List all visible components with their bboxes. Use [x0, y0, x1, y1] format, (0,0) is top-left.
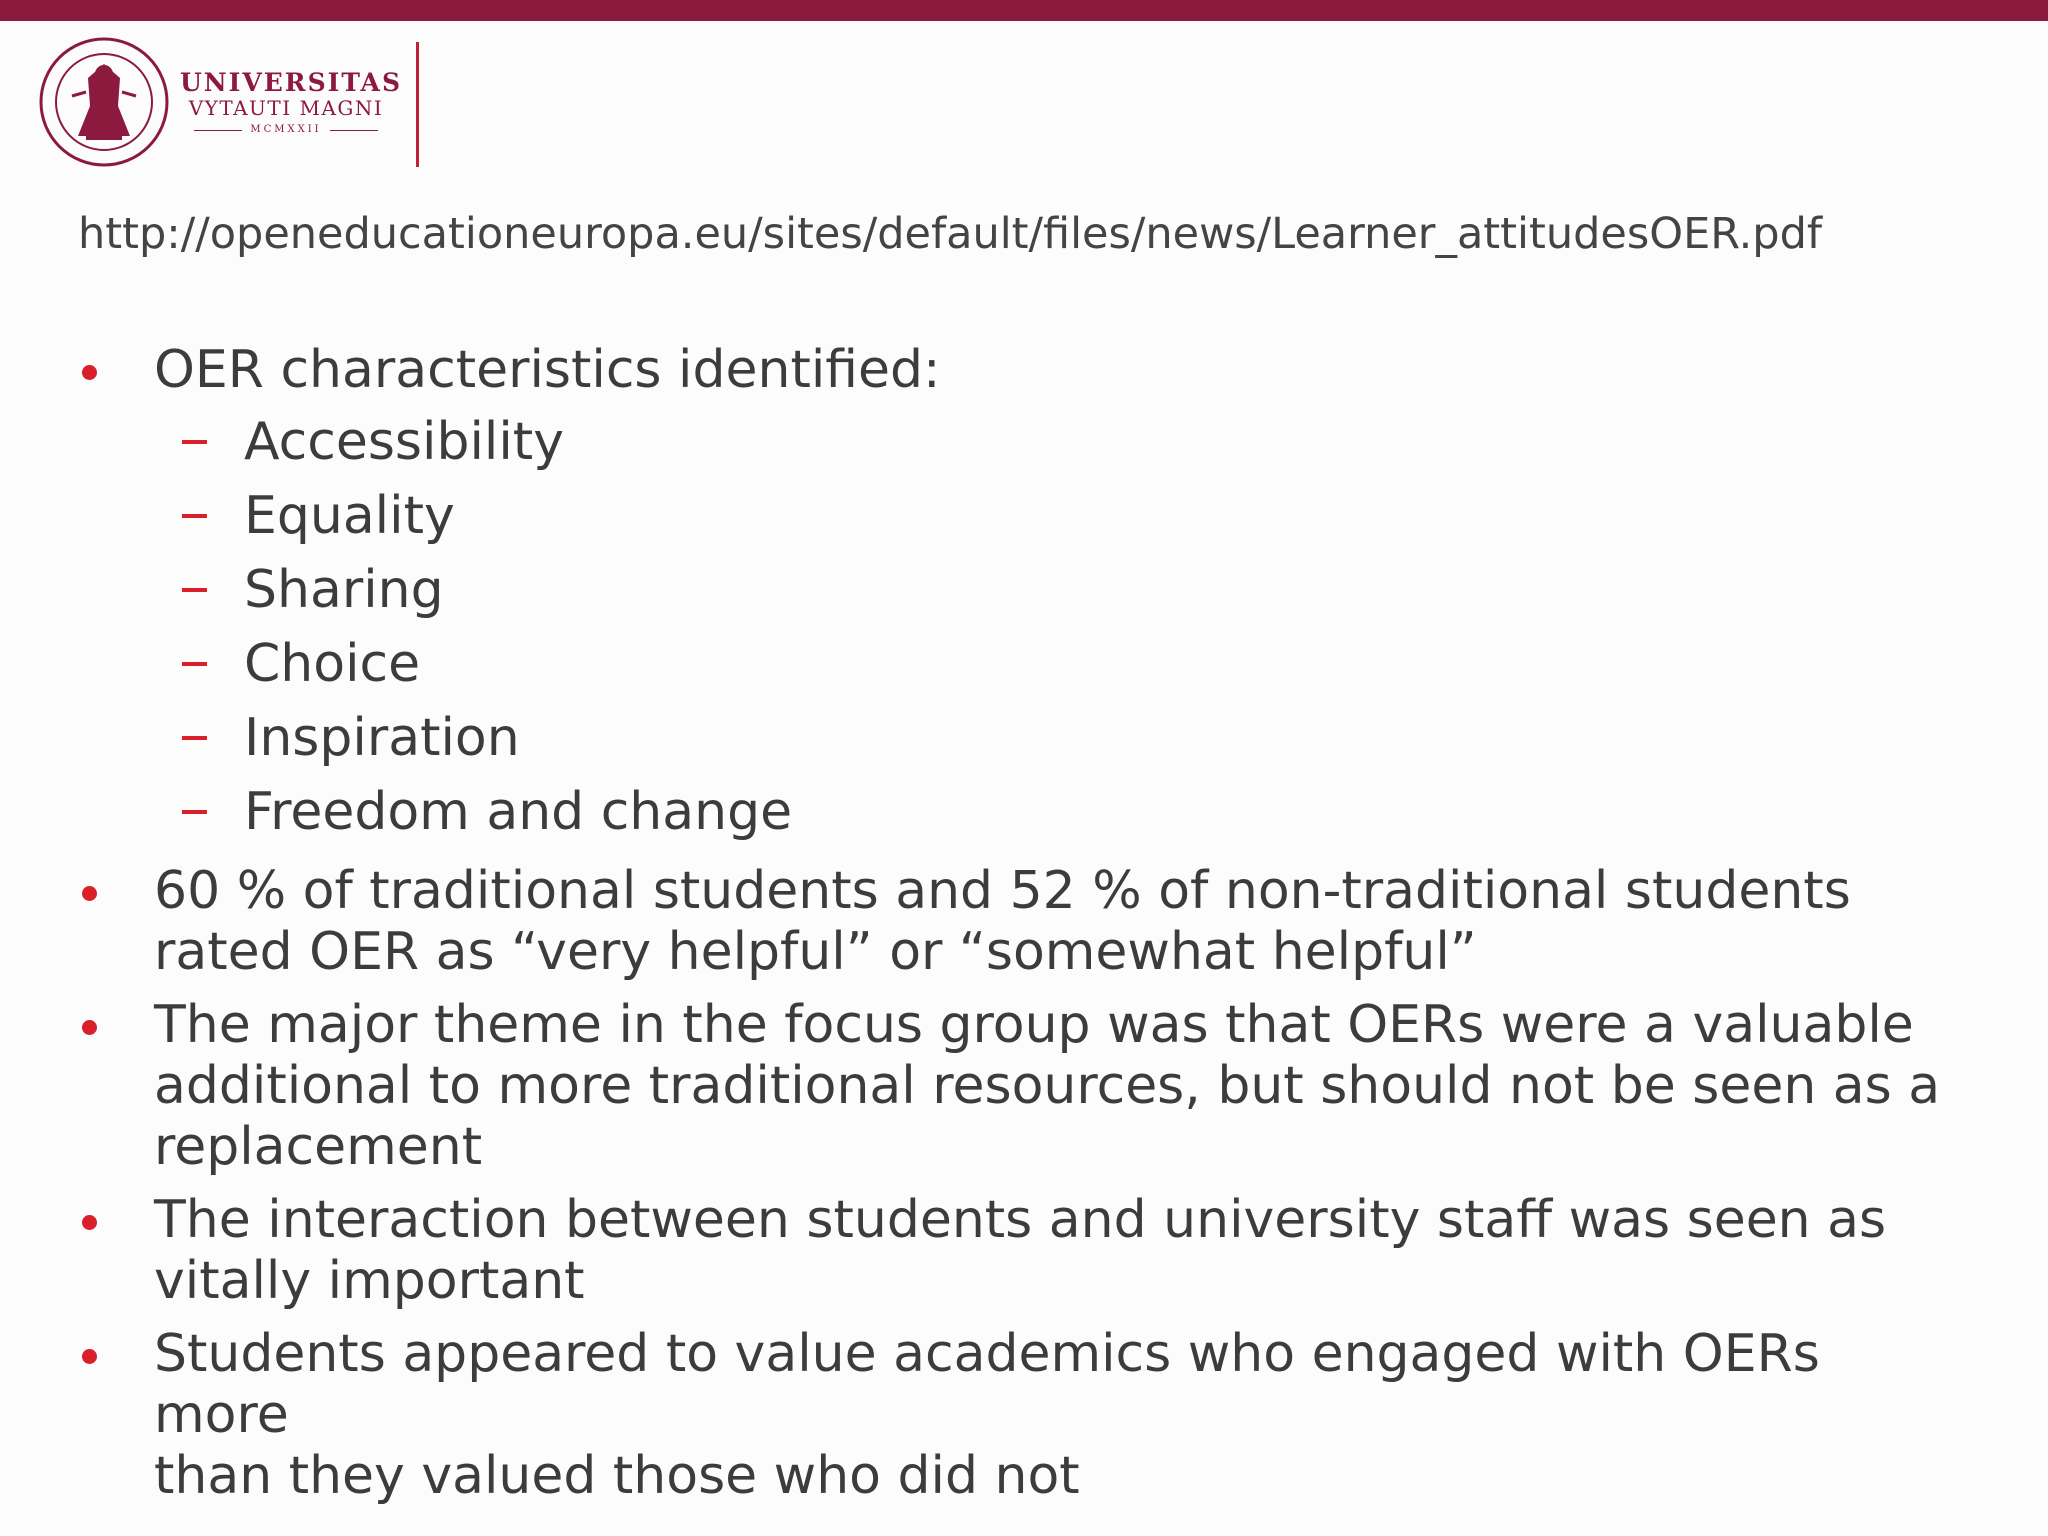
dash-icon [182, 514, 207, 518]
logo-line-1: UNIVERSITAS [180, 68, 403, 97]
bullet-line: The major theme in the focus group was that OERs were a valuable [154, 995, 1914, 1055]
sub-item [0, 405, 2048, 479]
bullet-line: rated OER as “very helpful” or “somewhat helpful” [154, 922, 1477, 982]
bullet-line: The interaction between students and university staff was seen as [154, 1190, 1887, 1250]
logo-rule-left [194, 130, 242, 131]
sub-item-text: Choice [244, 634, 421, 694]
bullet-line: 60 % of traditional students and 52 % of non-traditional students [154, 861, 1851, 921]
sub-item-text: Inspiration [244, 708, 520, 768]
dash-icon [182, 736, 207, 740]
dash-icon [182, 588, 207, 592]
bullet-item [0, 1324, 1954, 1507]
sub-item [0, 553, 2048, 627]
bullet-line: additional to more traditional resources, but should not be seen as a [154, 1056, 1941, 1116]
bullet-list [0, 340, 2048, 1507]
sub-item [0, 775, 2048, 849]
logo-line-2: VYTAUTI MAGNI [188, 96, 384, 120]
sub-item-text: Sharing [244, 560, 444, 620]
logo-rule-right [330, 130, 378, 131]
sub-item [0, 479, 2048, 553]
logo-year: MCMXXII [250, 124, 322, 135]
top-accent-bar [0, 0, 2048, 21]
dash-icon [182, 810, 207, 814]
bullet-item [0, 1190, 1954, 1312]
bullet-icon [82, 1215, 97, 1230]
bullet-icon [82, 1349, 97, 1364]
dash-icon [182, 440, 207, 444]
bullet-line: vitally important [154, 1251, 585, 1311]
bullet-item [0, 861, 1954, 983]
sub-item [0, 701, 2048, 775]
bullet-line: than they valued those who did not [154, 1446, 1080, 1506]
header-divider [416, 42, 419, 167]
bullet-item [0, 995, 1954, 1178]
dash-icon [182, 662, 207, 666]
bullet-text: OER characteristics identified: [154, 340, 941, 400]
bullet-icon [82, 1020, 97, 1035]
sub-item [0, 627, 2048, 701]
logo-year-row [180, 124, 392, 136]
source-url: http://openeducationeuropa.eu/sites/default/files/news/Learner_attitudesOER.pdf [78, 209, 1822, 259]
bullet-icon [82, 886, 97, 901]
sub-item-text: Equality [244, 486, 455, 546]
bullet-line: replacement [154, 1117, 483, 1177]
sub-item-text: Freedom and change [244, 782, 793, 842]
bullet-icon [82, 365, 97, 380]
bullet-line: Students appeared to value academics who engaged with OERs more [154, 1324, 1820, 1445]
university-wordmark [180, 68, 403, 136]
bullet-item [0, 340, 1954, 401]
sub-list [0, 405, 2048, 849]
sub-item-text: Accessibility [244, 412, 564, 472]
university-seal-icon [38, 36, 170, 168]
